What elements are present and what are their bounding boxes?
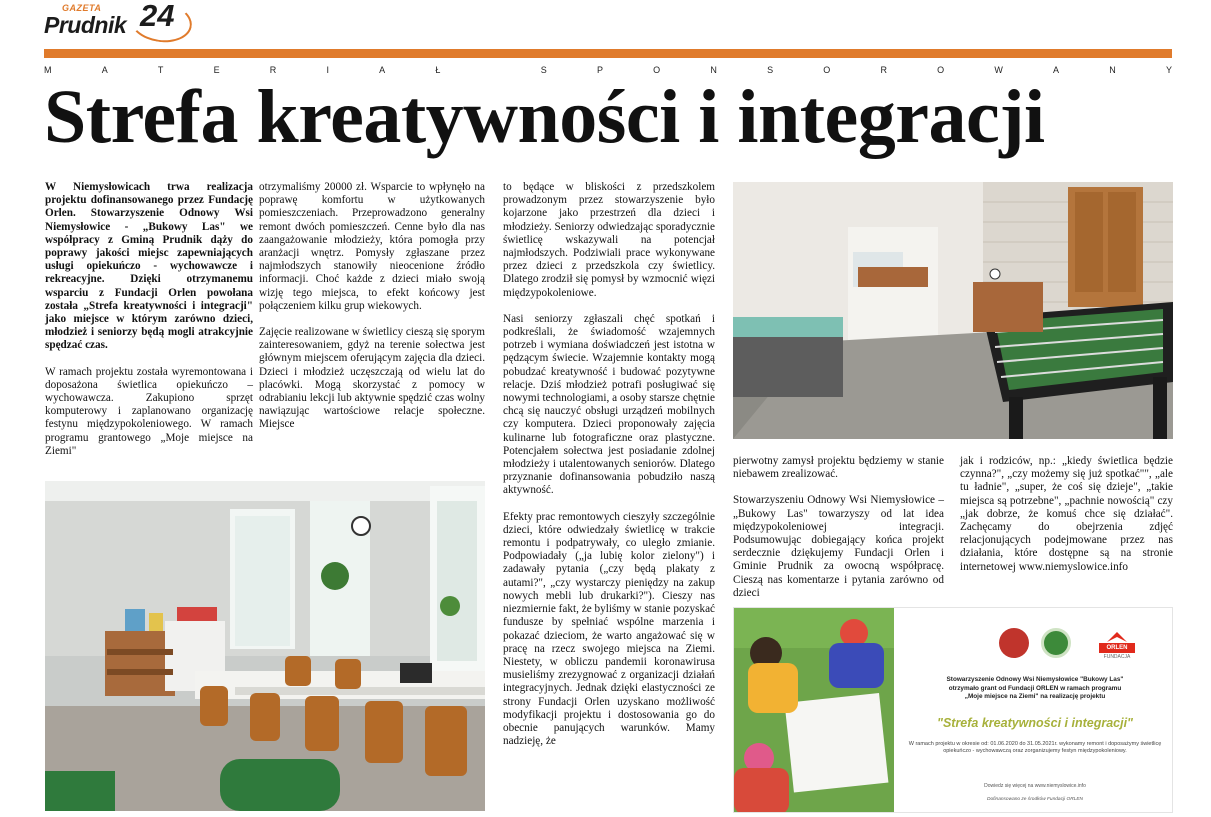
sponsor-letter: A xyxy=(101,65,108,75)
column-3 xyxy=(503,181,715,761)
game-room-photo xyxy=(733,182,1173,439)
sponsor-letter: R xyxy=(880,65,887,75)
children-drawing-photo xyxy=(734,608,894,813)
sponsor-letter: O xyxy=(823,65,831,75)
sponsor-letter: O xyxy=(653,65,661,75)
paragraph: Efekty prac remontowych cieszyły szczególnie dzieci, które odwiedzały świetlicę w trakcie remontu i podpatrywały, co uległo zmianie. Podpowiadały („ja lubię kolor zielony") i zadawały pytania („czy będą plakaty z autami?", „czy wystarczy pieniędzy na zakup nowych mebli lub drukarki?"). Cieszy nas niezmiernie fakt, że byliśmy w stanie pozyskać fundusze by spełniać wspólne marzenia i pokazać dzieciom, że warto angażować się w pracę na rzecz swojego miejsca na Ziemi. Niestety, w obliczu pandemii koronawirusa musieliśmy zrezygnować z organizacji działań integracyjnych. Jednak dzięki elastyczności ze strony Fundacji Orlen uzyskano możliwość modyfikacji projektu i dostosowania go do obecnie panujących warunków. Mamy nadzieję, że xyxy=(503,510,715,748)
column-2 xyxy=(259,181,485,445)
sponsor-letter: S xyxy=(767,65,774,75)
orlen-fundacja: FUNDACJA xyxy=(1103,654,1131,660)
sponsor-letter: Ł xyxy=(435,65,441,75)
classroom-photo-drawing xyxy=(45,481,485,811)
sponsor-letter: I xyxy=(326,65,329,75)
paragraph: jak i rodziców, np.: „kiedy świetlica będzie czynna?", „czy możemy się już spotkać"", „ale tu ładnie", „super, że coś się dzieje", „takie miejsca są potrzebne", „pachnie nowością" czy „jak dobrze, że komuś chce się działać". Zachęcamy do obejrzenia zdjęć relacjonujących podejmowane przez nas działania, które dostępne są na stronie internetowej www.niemyslowice.info xyxy=(960,455,1173,573)
paragraph: W ramach projektu została wyremontowana i doposażona świetlica opiekuńczo – wychowawcza. Zakupiono sprzęt komputerowy i zaplanowano organizację festynu międzypokoleniowego. W ramach programu grantowego „Moje miejsce na Ziemi" xyxy=(45,365,253,457)
sponsor-letter: M xyxy=(44,65,52,75)
poster-funded: Dofinansowano ze środków Fundacji ORLEN xyxy=(987,797,1083,802)
sponsor-letter: N xyxy=(710,65,717,75)
sponsor-letter: P xyxy=(596,65,603,75)
game-room-photo-drawing xyxy=(733,182,1173,439)
paragraph: otrzymaliśmy 20000 zł. Wsparcie to wpłynęło na poprawę komfortu w użytkowanych pomieszczeniach. Przeprowadzono generalny remont dwóch pomieszczeń. Cenne było dla nas zaangażowanie młodzieży, która pomogła przy aranżacji wnętrz. Pomysły zgłaszane przez najmłodszych stanowiły nieocenione źródło informacji. Choć każde z dzieci miało swoją wizję tego miejsca, to efekt końcowy jest połączeniem kilku grup wiekowych. xyxy=(259,181,485,312)
sponsor-letter: T xyxy=(157,65,164,75)
orlen-logo xyxy=(1099,630,1135,660)
accent-bar xyxy=(44,49,1172,58)
column-1 xyxy=(45,181,253,471)
logo-prudnik: Prudnik xyxy=(44,12,127,38)
poster-intro xyxy=(899,676,1171,702)
logo-number: 24 xyxy=(140,0,175,33)
sponsor-letter: Y xyxy=(1165,65,1172,75)
poster-line-1: Stowarzyszenie Odnowy Wsi Niemysłowice "Bukowy Las" xyxy=(946,676,1124,683)
headline: Strefa kreatywności i integracji xyxy=(44,75,1045,159)
orlen-poster xyxy=(733,607,1173,813)
paragraph: Nasi seniorzy zgłaszali chęć spotkań i podkreślali, że świadomość wzajemnych potrzeb i wymiana doświadczeń jest istotna w pędzącym świecie. Wzajemnie kontakty mogą pobudzać kreatywność i budować pozytywne relacje. Dziś młodzież potrafi posługiwać się nowymi technologiami, a osoby starsze chętnie chcą się nauczyć obsługi urządzeń mobilnych czy komputera. Dzieci proponowały zajęcia kulinarne lub fotograficzne oraz plastyczne. Potencjałem sołectwa jest posiadanie zdolnej młodzieży i utalentowanych seniorów. Dlatego przyznanie dofinansowania pobudziło naszą aktywność. xyxy=(503,312,715,497)
poster-title: "Strefa kreatywności i integracji" xyxy=(937,716,1133,730)
classroom-photo xyxy=(45,481,485,811)
paragraph: to będące w bliskości z przedszkolem prowadzonym przez stowarzyszenie było kojarzone jako przestrzeń dla dzieci i młodzieży. Seniorzy odwiedzając sporadycznie świetlicę wskazywali na potencjał najmłodszych. Podziwiali prace wykonywane przez dzieci z przedszkola czy świetlicy. Dlatego zrodził się pomysł by wzmocnić więzi międzypokoleniowe. xyxy=(503,181,715,299)
poster-more-link[interactable]: Dowiedz się więcej na www.niemyslowice.info xyxy=(984,783,1086,789)
sponsor-letter: A xyxy=(379,65,386,75)
sponsor-letter: O xyxy=(937,65,945,75)
paragraph: pierwotny zamysł projektu będziemy w stanie niebawem zrealizować. xyxy=(733,455,944,481)
poster-line-2: otrzymało grant od Fundacji ORLEN w ramach programu xyxy=(948,684,1122,692)
poster-text xyxy=(899,608,1171,813)
poster-photo xyxy=(734,608,894,813)
sponsor-letter: R xyxy=(269,65,277,75)
poster-body: W ramach projektu w okresie od: 01.06.2020 do 31.05.2021r. wykonamy remont i doposażymy świetlicę opiekuńczo - wychowawczą oraz zorganizujemy festyn międzypokoleniowy. xyxy=(908,741,1162,754)
paragraph: Stowarzyszeniu Odnowy Wsi Niemysłowice – „Bukowy Las" towarzyszy od lat idea międzypokoleniowej integracji. Podsumowując dobiegający końca projekt serdecznie dziękujemy Fundacji Orlen i Gminie Prudnik za owocną współpracę. Cieszą nas komentarze i pytania zarówno od dzieci xyxy=(733,494,944,599)
sponsor-letter: E xyxy=(213,65,220,75)
sponsor-letter: S xyxy=(540,65,547,75)
sponsor-letter: N xyxy=(1109,65,1116,75)
column-4 xyxy=(733,455,944,613)
orlen-eagle-icon xyxy=(1099,630,1135,644)
sponsor-letter: W xyxy=(994,65,1003,75)
logo-gazeta: GAZETA xyxy=(62,3,102,13)
orlen-wordmark: ORLEN xyxy=(1099,643,1135,653)
poster-line-3: „Moje miejsce na Ziemi" na realizację projektu xyxy=(964,693,1106,700)
paragraph: Zajęcie realizowane w świetlicy cieszą się sporym zainteresowaniem, gdyż na terenie sołectwa jest głównym miejscem oferującym zajęcia dla dzieci. Dzieci i młodzież uczęszczają od wielu lat do placówki. Mogą skorzystać z pomocy w odrabianiu lekcji lub aktywnie spędzić czas wolny nawiązując wartościowe relacje społeczne. Miejsce xyxy=(259,326,485,431)
masthead-logo[interactable] xyxy=(42,0,192,44)
column-5 xyxy=(960,455,1173,587)
village-logo-icon xyxy=(1041,628,1071,658)
sponsor-letter: A xyxy=(1053,65,1060,75)
paragraph: W Niemysłowicach trwa realizacja projektu dofinansowanego przez Fundację Orlen. Stowarzyszenie Odnowy Wsi Niemysłowice - „Bukowy Las" we współpracy z Gminą Prudnik dąży do poprawy jakości miejsc zapewniających usługi opiekuńczo - wychowawcze i rekreacyjne. Dzięki otrzymanemu wsparciu z Fundacji Orlen powołana została „Strefa kreatywności i integracji" jako miejsce w którym zarówno dzieci, młodzież i seniorzy będą mogli atrakcyjnie spędzać czas. xyxy=(45,181,253,352)
prudnik-crest-icon xyxy=(999,628,1029,658)
